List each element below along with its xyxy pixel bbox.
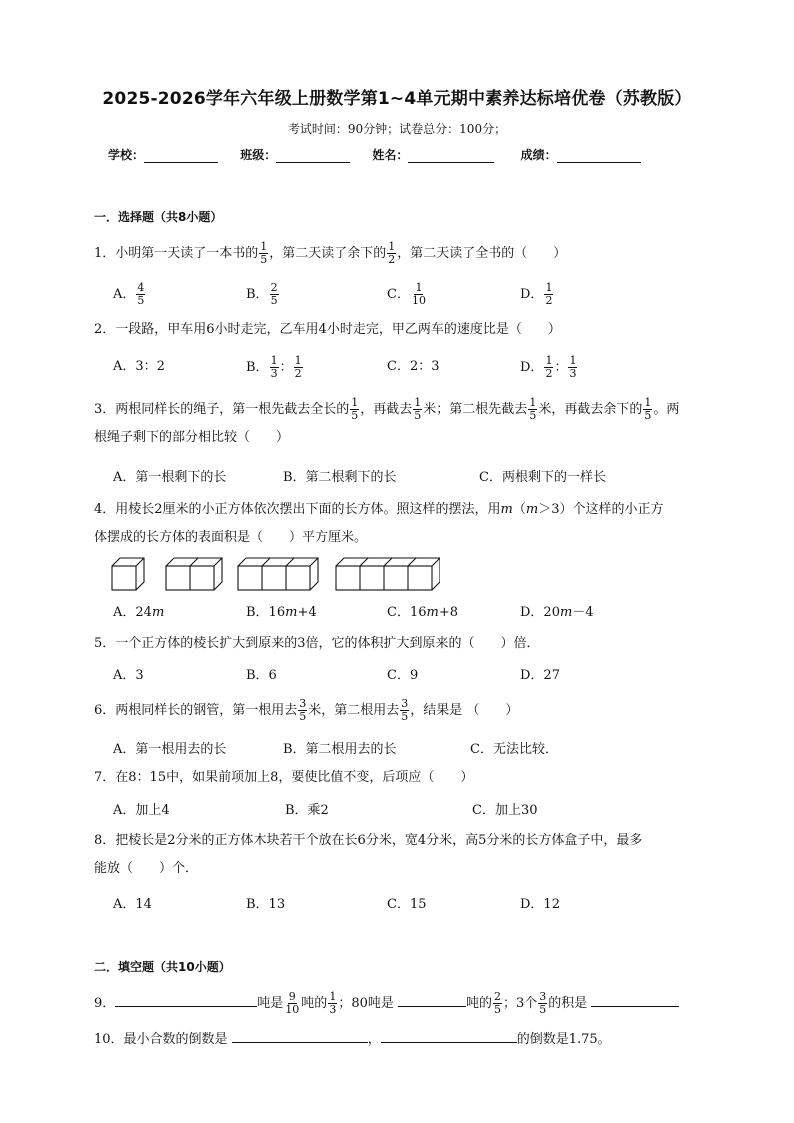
option-text: D．20: [520, 605, 560, 620]
option-a[interactable]: A．第一根剩下的长: [113, 470, 227, 485]
q6-text-1: 6．两根同样长的钢管，第一根用去: [94, 703, 298, 718]
q9-text-4: 吨的: [466, 996, 493, 1011]
q8-text-line2: 能放（ ）个．: [94, 861, 199, 876]
option-a[interactable]: A．3：2: [113, 359, 165, 374]
question-4: [94, 496, 706, 552]
option-text: C．16: [387, 605, 427, 620]
q10-text-2: ，: [367, 1032, 381, 1047]
q9-fraction-2: [328, 991, 337, 1016]
q9-fraction-3: [493, 991, 502, 1016]
q2-options: [113, 355, 713, 381]
q3-text-5: 。两: [653, 402, 680, 417]
denominator: 5: [299, 710, 307, 723]
q1-text-2: ，第二天读了余下的: [269, 246, 387, 261]
option-text: A．24: [113, 605, 152, 620]
option-letter: C．: [387, 287, 410, 302]
option-c[interactable]: C．15: [387, 897, 427, 912]
option-fraction: [411, 282, 427, 307]
cube-row-1: [112, 558, 144, 590]
q3-text-3: 米；第二根先截去: [423, 402, 528, 417]
option-letter: B．: [246, 287, 269, 302]
q4-text-1: 4．用棱长2厘米的小正方体依次摆出下面的长方体。照这样的摆法，用: [94, 502, 501, 517]
q9-number: 9．: [94, 996, 116, 1011]
question-2: 2．一段路，甲车用6小时走完，乙车用4小时走完，甲乙两车的速度比是（ ）: [94, 322, 561, 337]
q4-text-3: ＞3）个这样的小正方: [538, 502, 664, 517]
denominator: 5: [401, 710, 409, 723]
cube-rows-illustration: [110, 556, 440, 594]
q1-fraction-2: [387, 241, 396, 266]
q6-text-2: 米，第二根用去: [308, 703, 400, 718]
denominator: 5: [414, 409, 422, 422]
option-d[interactable]: [520, 282, 554, 307]
q3-fraction-1: [350, 397, 359, 422]
q9-fraction-1: [284, 991, 300, 1016]
denominator: 3: [270, 367, 278, 380]
school-label: 学校：: [108, 148, 145, 162]
q9-blank-3[interactable]: [591, 992, 679, 1007]
q3-text-2: ，再截去: [360, 402, 413, 417]
option-b[interactable]: [246, 355, 304, 380]
option-b[interactable]: B．13: [246, 897, 286, 912]
q9-blank-1[interactable]: [115, 992, 257, 1007]
q3-text-line2: 根绳子剩下的部分相比较（ ）: [94, 430, 290, 445]
q9-text-1: 吨是: [257, 996, 284, 1011]
numerator: 1: [260, 240, 268, 253]
score-label: 成绩：: [520, 148, 557, 162]
denominator: 2: [294, 367, 302, 380]
numerator: 9: [288, 990, 296, 1003]
denominator: 5: [137, 294, 145, 307]
q4-options: [113, 601, 713, 627]
q6-text-3: ，结果是 （ ）: [410, 703, 519, 718]
q9-text-6: 的积是: [548, 996, 588, 1011]
denominator: 2: [388, 253, 396, 266]
option-b[interactable]: B．第二根剩下的长: [283, 470, 397, 485]
q10-blank-2[interactable]: [381, 1028, 517, 1043]
question-9: [94, 990, 714, 1018]
q3-text-4: 米，再截去余下的: [538, 402, 643, 417]
denominator: 5: [494, 1003, 502, 1016]
name-label: 姓名：: [372, 148, 409, 162]
q10-blank-1[interactable]: [232, 1028, 368, 1043]
variable-m: m: [285, 605, 298, 620]
option-c[interactable]: C．两根剩下的一样长: [479, 470, 606, 485]
denominator: 5: [539, 1003, 547, 1016]
denominator: 10: [411, 294, 426, 307]
denominator: 5: [644, 409, 652, 422]
numerator: 2: [270, 281, 278, 294]
question-1: [94, 240, 706, 268]
q7-options: [113, 799, 713, 825]
option-fraction: [270, 355, 279, 380]
section-heading-choice: 一．选择题（共8小题）: [94, 210, 223, 224]
q4-text-2: （: [512, 502, 526, 517]
q6-options: [113, 738, 713, 764]
numerator: 1: [529, 396, 537, 409]
student-info-row: [108, 146, 659, 163]
option-suffix: －4: [572, 605, 594, 620]
numerator: 1: [545, 281, 553, 294]
option-c[interactable]: C．2：3: [387, 359, 440, 374]
class-blank[interactable]: [276, 148, 350, 163]
option-b[interactable]: B．乘2: [285, 803, 329, 818]
exam-title: 2025-2026学年六年级上册数学第1~4单元期中素养达标培优卷（苏教版）: [102, 89, 692, 109]
option-fraction: [544, 282, 553, 307]
option-fraction: [270, 282, 279, 307]
q1-options: [113, 282, 713, 308]
numerator: 1: [388, 240, 396, 253]
q5-options: [113, 664, 713, 690]
q9-blank-2[interactable]: [398, 992, 466, 1007]
numerator: 1: [270, 354, 278, 367]
q8-text-1: 8．把棱长是2分米的正方体木块若干个放在长6分米，宽4分米，高5分米的长方体盒子中，最多: [94, 833, 643, 848]
option-c[interactable]: [387, 282, 428, 307]
exam-subtitle: 考试时间：90分钟；试卷总分：100分；: [287, 122, 507, 136]
q9-text-2: 吨的: [301, 996, 328, 1011]
question-6: [94, 697, 706, 725]
denominator: 10: [285, 1003, 300, 1016]
score-blank[interactable]: [557, 148, 641, 163]
option-fraction: [294, 355, 303, 380]
numerator: 3: [401, 697, 409, 710]
q6-fraction-1: [298, 698, 307, 723]
variable-m: m: [525, 502, 539, 517]
numerator: 1: [294, 354, 302, 367]
option-letter: D．: [520, 360, 544, 375]
school-blank[interactable]: [144, 148, 218, 163]
option-a[interactable]: A．3: [113, 668, 144, 683]
option-a[interactable]: A．14: [113, 897, 152, 912]
numerator: 1: [644, 396, 652, 409]
q3-options: [113, 466, 713, 492]
option-c[interactable]: C．无法比较．: [470, 742, 558, 757]
denominator: 3: [329, 1003, 337, 1016]
colon: ：: [554, 360, 568, 375]
question-5: 5．一个正方体的棱长扩大到原来的3倍，它的体积扩大到原来的（ ）倍．: [94, 636, 540, 651]
name-blank[interactable]: [408, 148, 494, 163]
q1-text-3: ，第二天读了全书的（ ）: [397, 246, 567, 261]
option-c[interactable]: C．加上30: [472, 803, 538, 818]
question-7: 7．在8：15中，如果前项加上8，要使比值不变，后项应（ ）: [94, 770, 474, 785]
option-a[interactable]: [113, 282, 146, 307]
denominator: 2: [545, 367, 553, 380]
option-letter: A．: [113, 287, 136, 302]
option-d[interactable]: [520, 601, 594, 620]
variable-m: m: [559, 605, 573, 620]
q10-text-3: 的倒数是1.75。: [516, 1032, 611, 1047]
option-b[interactable]: [246, 601, 317, 620]
numerator: 1: [569, 354, 577, 367]
q3-fraction-2: [413, 397, 422, 422]
q10-text-1: 10．最小合数的倒数是: [94, 1032, 228, 1047]
q9-fraction-4: [538, 991, 547, 1016]
q1-text-1: 1．小明第一天读了一本书的: [94, 246, 259, 261]
option-letter: D．: [520, 287, 544, 302]
numerator: 3: [539, 990, 547, 1003]
option-fraction: [544, 355, 553, 380]
q6-fraction-2: [400, 698, 409, 723]
numerator: 1: [414, 396, 422, 409]
option-d[interactable]: D．12: [520, 897, 560, 912]
option-c[interactable]: [387, 601, 458, 620]
option-suffix: +4: [297, 605, 317, 620]
variable-m: m: [151, 605, 165, 620]
numerator: 1: [415, 281, 423, 294]
numerator: 2: [494, 990, 502, 1003]
q3-fraction-4: [643, 397, 652, 422]
option-text: B．16: [246, 605, 286, 620]
option-fraction: [568, 355, 577, 380]
question-3: [94, 396, 706, 452]
denominator: 5: [260, 253, 268, 266]
option-d[interactable]: [520, 355, 578, 380]
q4-text-line2: 体摆成的长方体的表面积是（ ）平方厘米。: [94, 530, 368, 545]
variable-m: m: [426, 605, 439, 620]
option-letter: B．: [246, 360, 269, 375]
denominator: 2: [545, 294, 553, 307]
numerator: 1: [545, 354, 553, 367]
colon: ：: [279, 360, 293, 375]
denominator: 5: [529, 409, 537, 422]
option-b[interactable]: B．第二根用去的长: [283, 742, 397, 757]
q3-fraction-3: [528, 397, 537, 422]
option-fraction: [136, 282, 145, 307]
option-c[interactable]: C．9: [387, 668, 419, 683]
option-d[interactable]: D．27: [520, 668, 560, 683]
option-b[interactable]: B．6: [246, 668, 277, 683]
q8-options: [113, 893, 713, 919]
q1-fraction-1: [259, 241, 268, 266]
option-suffix: +8: [438, 605, 458, 620]
option-a[interactable]: [113, 601, 164, 620]
option-a[interactable]: A．加上4: [113, 803, 170, 818]
numerator: 3: [299, 697, 307, 710]
cube-figures: [110, 556, 440, 598]
cube-row-3: [238, 558, 318, 590]
q9-text-3: ；80吨是: [338, 996, 394, 1011]
question-10: [94, 1026, 714, 1054]
variable-m: m: [500, 502, 513, 517]
option-a[interactable]: A．第一根用去的长: [113, 742, 227, 757]
section-heading-fill: 二．填空题（共10小题）: [94, 960, 231, 974]
cube-row-2: [166, 558, 222, 590]
numerator: 4: [137, 281, 145, 294]
denominator: 5: [351, 409, 359, 422]
question-8: [94, 827, 706, 883]
denominator: 3: [569, 367, 577, 380]
cube-row-4: [336, 558, 440, 590]
class-label: 班级：: [240, 148, 277, 162]
option-b[interactable]: [246, 282, 280, 307]
numerator: 1: [329, 990, 337, 1003]
numerator: 1: [351, 396, 359, 409]
denominator: 5: [270, 294, 278, 307]
q9-text-5: ；3个: [503, 996, 538, 1011]
q3-text-1: 3．两根同样长的绳子，第一根先截去全长的: [94, 402, 350, 417]
